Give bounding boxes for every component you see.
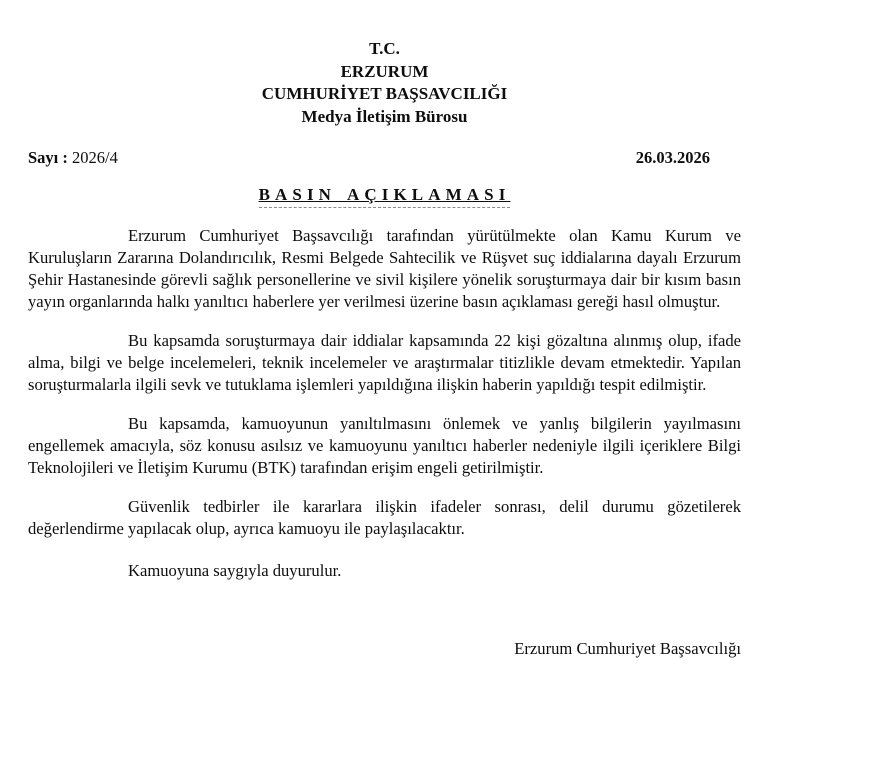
document-title: BASIN AÇIKLAMASI bbox=[259, 185, 511, 208]
letterhead bbox=[28, 38, 741, 128]
paragraph-3: Bu kapsamda, kamuoyunun yanıltılmasını önlemek ve yanlış bilgilerin yayılmasını engellemek amacıyla, söz konusu asılsız ve kamuoyunu yanıltıcı haberler nedeniyle ilgili içeriklere Bilgi Teknolojileri ve İletişim Kurumu (BTK) tarafından erişim engeli getirilmiştir. bbox=[28, 414, 741, 477]
signature: Erzurum Cumhuriyet Başsavcılığı bbox=[514, 639, 741, 658]
paragraph-2: Bu kapsamda soruşturmaya dair iddialar kapsamında 22 kişi gözaltına alınmış olup, ifade alma, bilgi ve belge incelemeleri, teknik incelemeler ve araştırmalar titizlikle devam etmektedir. Yapılan soruşturmalarla ilgili sevk ve tutuklama işlemleri yapıldığına ilişkin haberin yapıldığı tespit edilmiştir. bbox=[28, 331, 741, 394]
document-date: 26.03.2026 bbox=[635, 148, 710, 167]
letterhead-bureau: Medya İletişim Bürosu bbox=[301, 106, 468, 126]
letterhead-office: CUMHURİYET BAŞSAVCILIĞI bbox=[261, 84, 508, 103]
reference-number bbox=[28, 147, 118, 168]
reference-date-row bbox=[28, 147, 741, 168]
letterhead-city: ERZURUM bbox=[340, 61, 429, 81]
reference-value: 2026/4 bbox=[72, 148, 118, 167]
letterhead-tc: T.C. bbox=[369, 39, 400, 58]
paragraph-4: Güvenlik tedbirler ile kararlara ilişkin ifadeler sonrası, delil durumu gözetilerek değerlendirme yapılacak olup, ayrıca kamuoyu ile paylaşılacaktır. bbox=[28, 497, 741, 538]
title-row bbox=[28, 185, 741, 208]
closing-line: Kamuoyuna saygıyla duyurulur. bbox=[128, 561, 342, 580]
paragraph-1: Erzurum Cumhuriyet Başsavcılığı tarafından yürütülmekte olan Kamu Kurum ve Kuruluşların Zararına Dolandırıcılık, Resmi Belgede Sahtecilik ve Rüşvet suç iddialarına dayalı Erzurum Şehir Hastanesinde görevli sağlık personellerine ve sivil kişilere yönelik soruşturmaya dair bir kısım basın yayın organlarında halkı yanıltıcı haberlere yer verilmesi üzerine basın açıklaması gereği hasıl olmuştur. bbox=[28, 226, 741, 311]
reference-label: Sayı : bbox=[28, 148, 68, 167]
